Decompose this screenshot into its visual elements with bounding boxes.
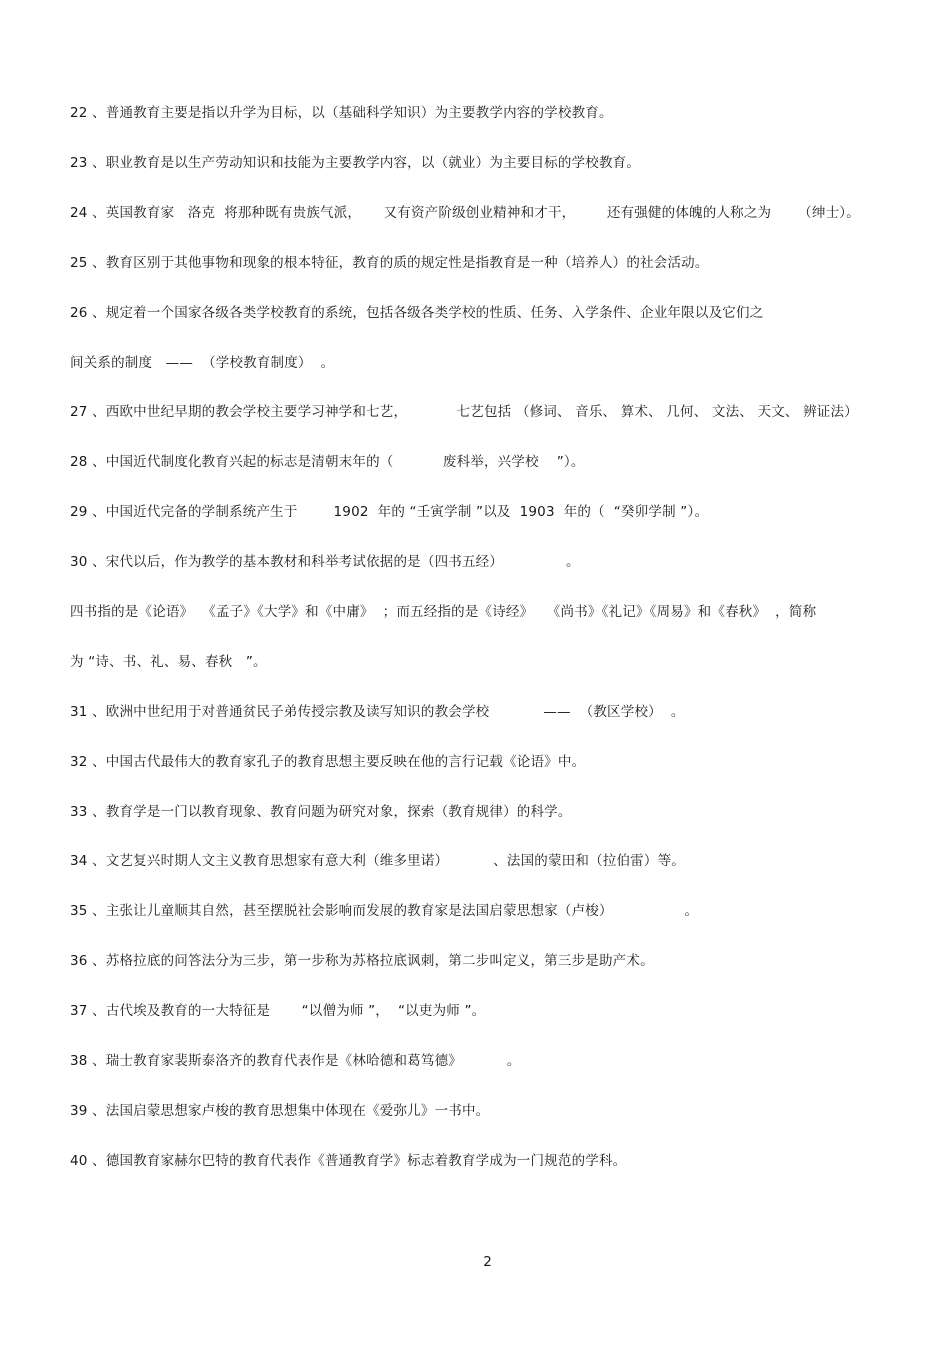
item-24: 24 、英国教育家 洛克 将那种既有贵族气派， 又有资产阶级创业精神和才干， 还有强健的体魄的人称之为 （绅士）。	[70, 205, 860, 221]
item-30: 30 、宋代以后，作为教学的基本教材和科举考试依据的是（四书五经） 。	[70, 554, 580, 570]
item-32: 32 、中国古代最伟大的教育家孔子的教育思想主要反映在他的言行记载《论语》中。	[70, 754, 586, 770]
item-40: 40 、德国教育家赫尔巴特的教育代表作《普通教育学》标志着教育学成为一门规范的学科。	[70, 1153, 627, 1169]
item-38: 38 、瑞士教育家裴斯泰洛齐的教育代表作是《林哈德和葛笃德》 。	[70, 1053, 521, 1069]
item-30-note-continued: 为 “诗、书、礼、易、春秋 ”。	[70, 654, 267, 670]
item-27: 27 、西欧中世纪早期的教会学校主要学习神学和七艺， 七艺包括 （修词、 音乐、 算术、 几何、 文法、 天文、 辨证法）	[70, 404, 858, 420]
item-37: 37 、古代埃及教育的一大特征是 “以僧为师 ”， “以吏为师 ”。	[70, 1003, 486, 1019]
item-26-continued: 间关系的制度 —— （学校教育制度） 。	[70, 355, 335, 371]
item-29: 29 、中国近代完备的学制系统产生于 1902 年的 “壬寅学制 ”以及 1903 年的（ “癸卯学制 ”）。	[70, 504, 709, 520]
item-28: 28 、中国近代制度化教育兴起的标志是清朝末年的（ 废科举，兴学校 ”）。	[70, 454, 585, 470]
item-22: 22 、普通教育主要是指以升学为目标，以（基础科学知识）为主要教学内容的学校教育。	[70, 105, 613, 121]
item-31: 31 、欧洲中世纪用于对普通贫民子弟传授宗教及读写知识的教会学校 —— （教区学校） 。	[70, 704, 685, 720]
item-35: 35 、主张让儿童顺其自然，甚至摆脱社会影响而发展的教育家是法国启蒙思想家（卢梭） 。	[70, 903, 699, 919]
item-39: 39 、法国启蒙思想家卢梭的教育思想集中体现在《爱弥儿》一书中。	[70, 1103, 490, 1119]
item-23: 23 、职业教育是以生产劳动知识和技能为主要教学内容，以（就业）为主要目标的学校教育。	[70, 155, 641, 171]
item-30-note: 四书指的是《论语》 《孟子》《大学》和《中庸》 ；而五经指的是《诗经》 《尚书》《礼记》《周易》和《春秋》 ，简称	[70, 604, 817, 620]
item-33: 33 、教育学是一门以教育现象、教育问题为研究对象，探索（教育规律）的科学。	[70, 804, 572, 820]
page-number: 2	[483, 1254, 492, 1270]
item-34: 34 、文艺复兴时期人文主义教育思想家有意大利（维多里诺） 、法国的蒙田和（拉伯雷）等。	[70, 853, 685, 869]
item-25: 25 、教育区别于其他事物和现象的根本特征，教育的质的规定性是指教育是一种（培养人）的社会活动。	[70, 255, 709, 271]
item-36: 36 、苏格拉底的问答法分为三步，第一步称为苏格拉底讽刺，第二步叫定义，第三步是助产术。	[70, 953, 654, 969]
item-26: 26 、规定着一个国家各级各类学校教育的系统，包括各级各类学校的性质、任务、入学条件、企业年限以及它们之	[70, 305, 764, 321]
